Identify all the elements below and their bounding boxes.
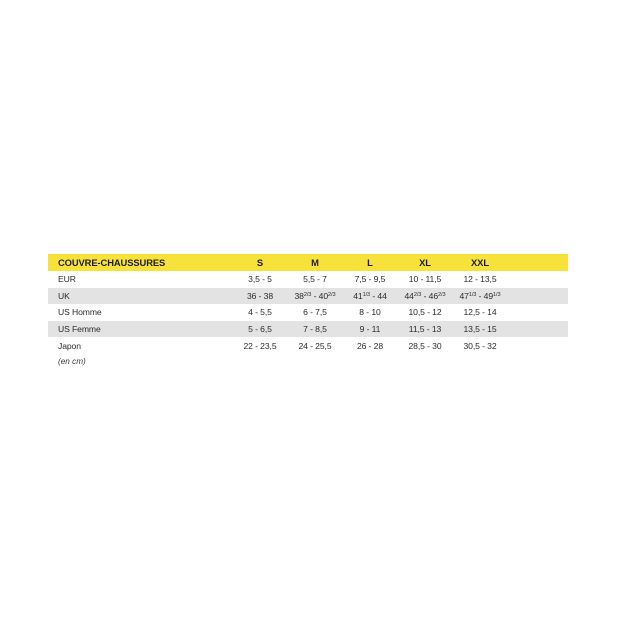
cell-text: - 40	[311, 290, 329, 301]
table-cell: 3,5 - 5	[248, 274, 272, 285]
table-cell: 5,5 - 7	[303, 274, 327, 285]
size-chart-table	[48, 254, 568, 354]
table-row-uk	[48, 288, 568, 305]
header-product-label: COUVRE-CHAUSSURES	[58, 257, 166, 268]
table-header-row	[48, 254, 568, 271]
table-cell: 10,5 - 12	[408, 307, 442, 318]
fraction-superscript: 2/3	[303, 291, 312, 298]
row-label: Japon	[58, 340, 81, 351]
table-cell: 7 - 8,5	[303, 324, 327, 335]
table-cell: 26 - 28	[356, 340, 384, 351]
cell-text: 41	[353, 290, 363, 301]
table-row-japon	[48, 337, 568, 354]
table-row-us-femme	[48, 321, 568, 338]
table-cell	[452, 291, 508, 301]
table-cell: 12,5 - 14	[463, 307, 497, 318]
header-size-xxl: XXL	[471, 257, 489, 268]
table-cell: 24 - 25,5	[298, 340, 332, 351]
table-cell: 9 - 11	[359, 324, 381, 335]
cell-text: 44	[404, 290, 414, 301]
header-size-xl: XL	[419, 257, 431, 268]
fraction-superscript: 1/3	[468, 291, 477, 298]
cell-text: 47	[459, 290, 469, 301]
table-cell: 4 - 5,5	[248, 307, 272, 318]
table-row-eur	[48, 271, 568, 288]
fraction-superscript: 2/3	[328, 291, 336, 298]
table-cell: 28,5 - 30	[408, 340, 442, 351]
header-size-l: L	[367, 257, 373, 268]
table-cell	[397, 291, 453, 301]
cell-text: - 44	[370, 290, 387, 301]
cell-text: - 49	[476, 290, 494, 301]
row-label: UK	[58, 290, 70, 301]
fraction-superscript: 2/3	[438, 291, 446, 298]
table-cell	[287, 291, 343, 301]
table-cell: 6 - 7,5	[303, 307, 327, 318]
table-cell: 36 - 38	[246, 290, 274, 301]
fraction-superscript: 2/3	[413, 291, 422, 298]
row-label: US Homme	[58, 307, 102, 318]
row-label: US Femme	[58, 324, 101, 335]
table-cell: 5 - 6,5	[248, 324, 272, 335]
table-cell: 7,5 - 9,5	[354, 274, 386, 285]
fraction-superscript: 1/3	[362, 291, 371, 298]
table-cell: 10 - 11,5	[408, 274, 442, 285]
fraction-superscript: 1/3	[493, 291, 501, 298]
table-cell	[342, 291, 398, 301]
table-cell: 22 - 23,5	[243, 340, 277, 351]
table-row-us-homme	[48, 304, 568, 321]
row-label: EUR	[58, 274, 76, 285]
cell-text: - 46	[421, 290, 439, 301]
cell-text: 38	[294, 290, 304, 301]
table-cell: 12 - 13,5	[463, 274, 497, 285]
table-cell: 8 - 10	[359, 307, 381, 318]
table-cell: 11,5 - 13	[408, 324, 442, 335]
table-cell: 13,5 - 15	[463, 324, 497, 335]
table-cell: 30,5 - 32	[463, 340, 497, 351]
unit-note: (en cm)	[58, 357, 86, 366]
header-size-m: M	[311, 257, 319, 268]
header-size-s: S	[256, 257, 264, 268]
